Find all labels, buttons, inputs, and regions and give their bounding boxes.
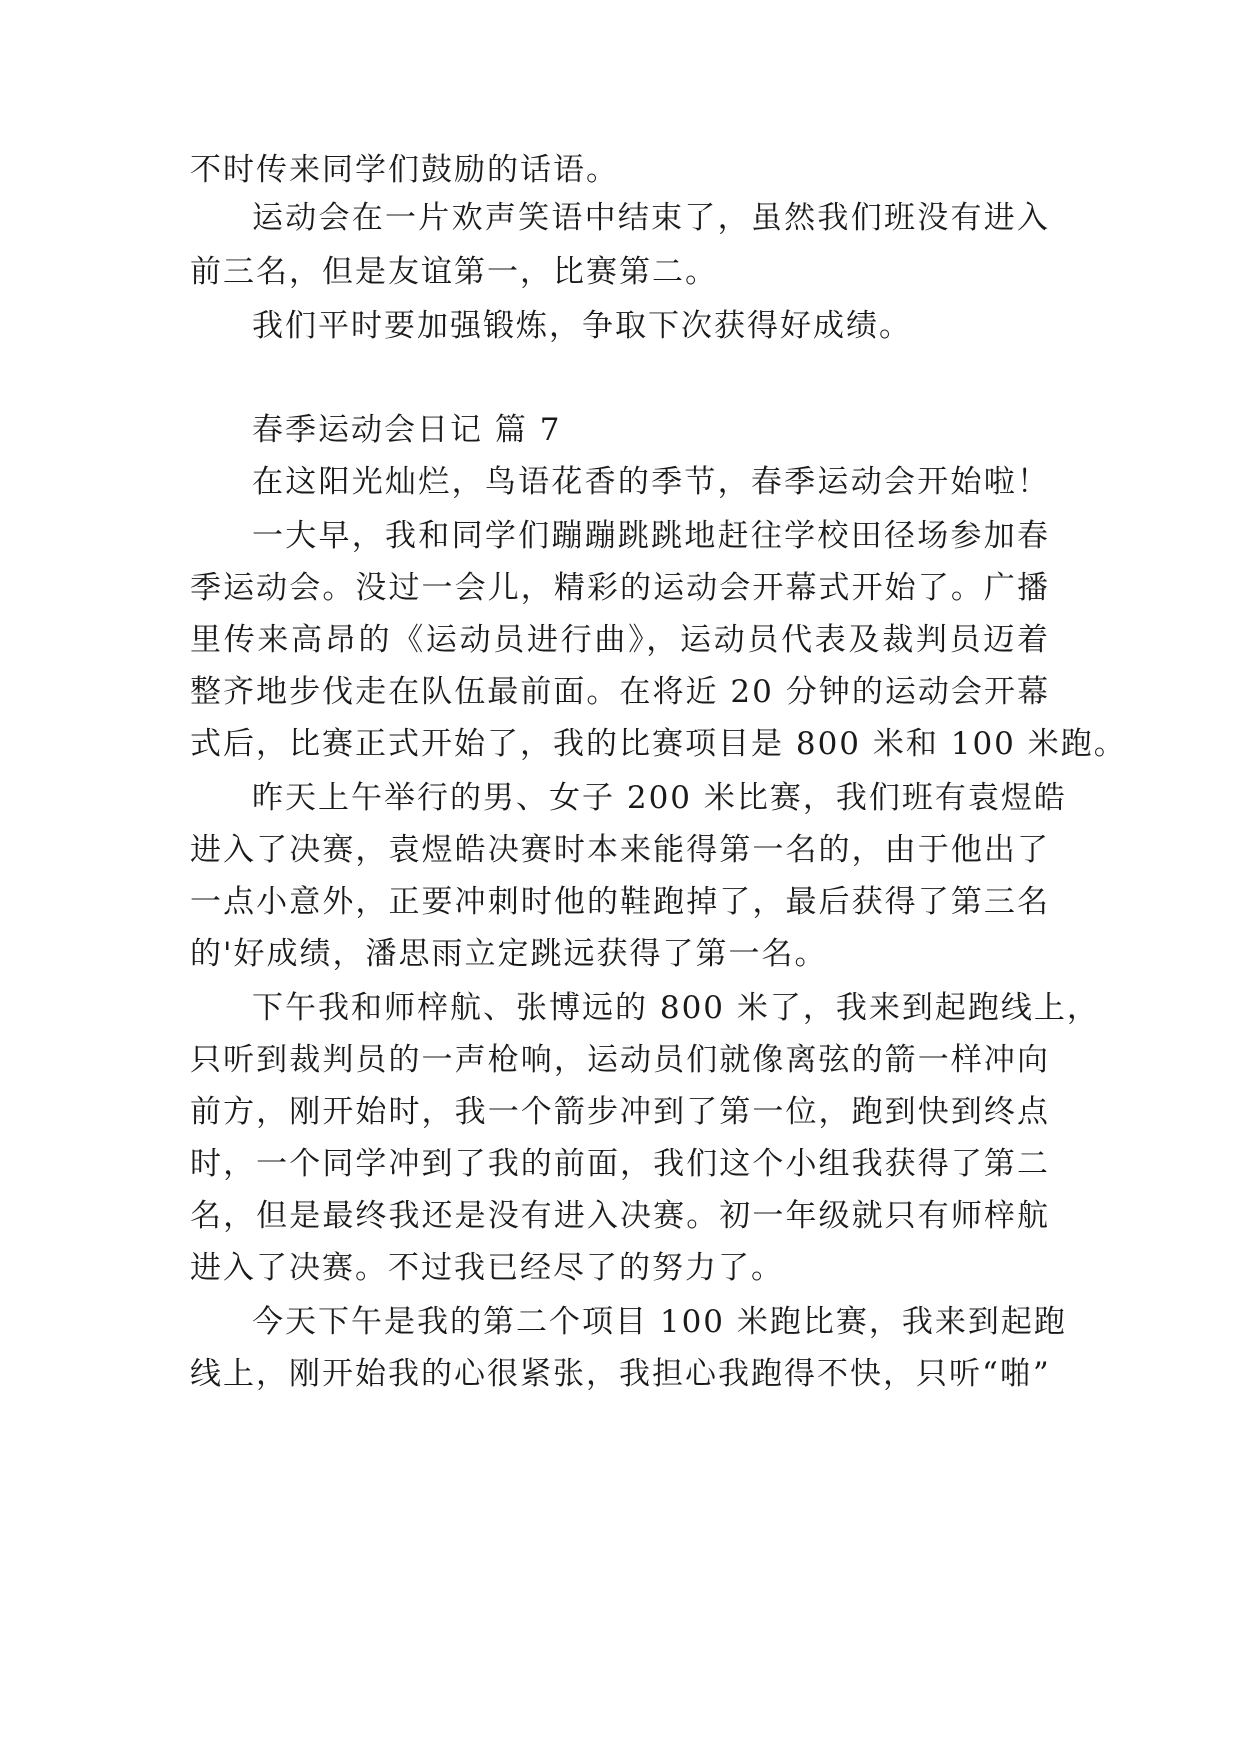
text-line: 的'好成绩，潘思雨立定跳远获得了第一名。 [190,936,828,972]
text-line: 一点小意外，正要冲刺时他的鞋跑掉了，最后获得了第三名 [190,884,1050,920]
section-title: 春季运动会日记 篇 7 [252,412,562,448]
text-line: 名，但是最终我还是没有进入决赛。初一年级就只有师梓航 [190,1198,1050,1234]
text-line: 不时传来同学们鼓励的话语。 [190,152,619,188]
text-line: 里传来高昂的《运动员进行曲》，运动员代表及裁判员迈着 [190,622,1050,658]
text-line: 式后，比赛正式开始了，我的比赛项目是 800 米和 100 米跑。 [190,726,1127,762]
text-line: 进入了决赛，袁煜皓决赛时本来能得第一名的，由于他出了 [190,832,1050,868]
text-line: 线上，刚开始我的心很紧张，我担心我跑得不快，只听“啪” [190,1356,1051,1392]
text-line: 在这阳光灿烂，鸟语花香的季节，春季运动会开始啦！ [252,464,1050,500]
text-line: 运动会在一片欢声笑语中结束了，虽然我们班没有进入 [252,200,1050,236]
text-line: 进入了决赛。不过我已经尽了的努力了。 [190,1250,784,1286]
text-line: 昨天上午举行的男、女子 200 米比赛，我们班有袁煜皓 [252,780,1067,816]
text-line: 前三名，但是友谊第一，比赛第二。 [190,254,718,290]
text-line: 前方，刚开始时，我一个箭步冲到了第一位，跑到快到终点 [190,1094,1050,1130]
text-line: 时，一个同学冲到了我的前面，我们这个小组我获得了第二 [190,1146,1050,1182]
text-line: 今天下午是我的第二个项目 100 米跑比赛，我来到起跑 [252,1304,1067,1340]
text-line: 季运动会。没过一会儿，精彩的运动会开幕式开始了。广播 [190,570,1050,606]
text-line: 我们平时要加强锻炼，争取下次获得好成绩。 [252,308,912,344]
text-line: 一大早，我和同学们蹦蹦跳跳地赶往学校田径场参加春 [252,518,1050,554]
text-line: 只听到裁判员的一声枪响，运动员们就像离弦的箭一样冲向 [190,1042,1050,1078]
text-line: 下午我和师梓航、张博远的 800 米了，我来到起跑线上， [252,990,1100,1026]
text-line: 整齐地步伐走在队伍最前面。在将近 20 分钟的运动会开幕 [190,674,1050,710]
